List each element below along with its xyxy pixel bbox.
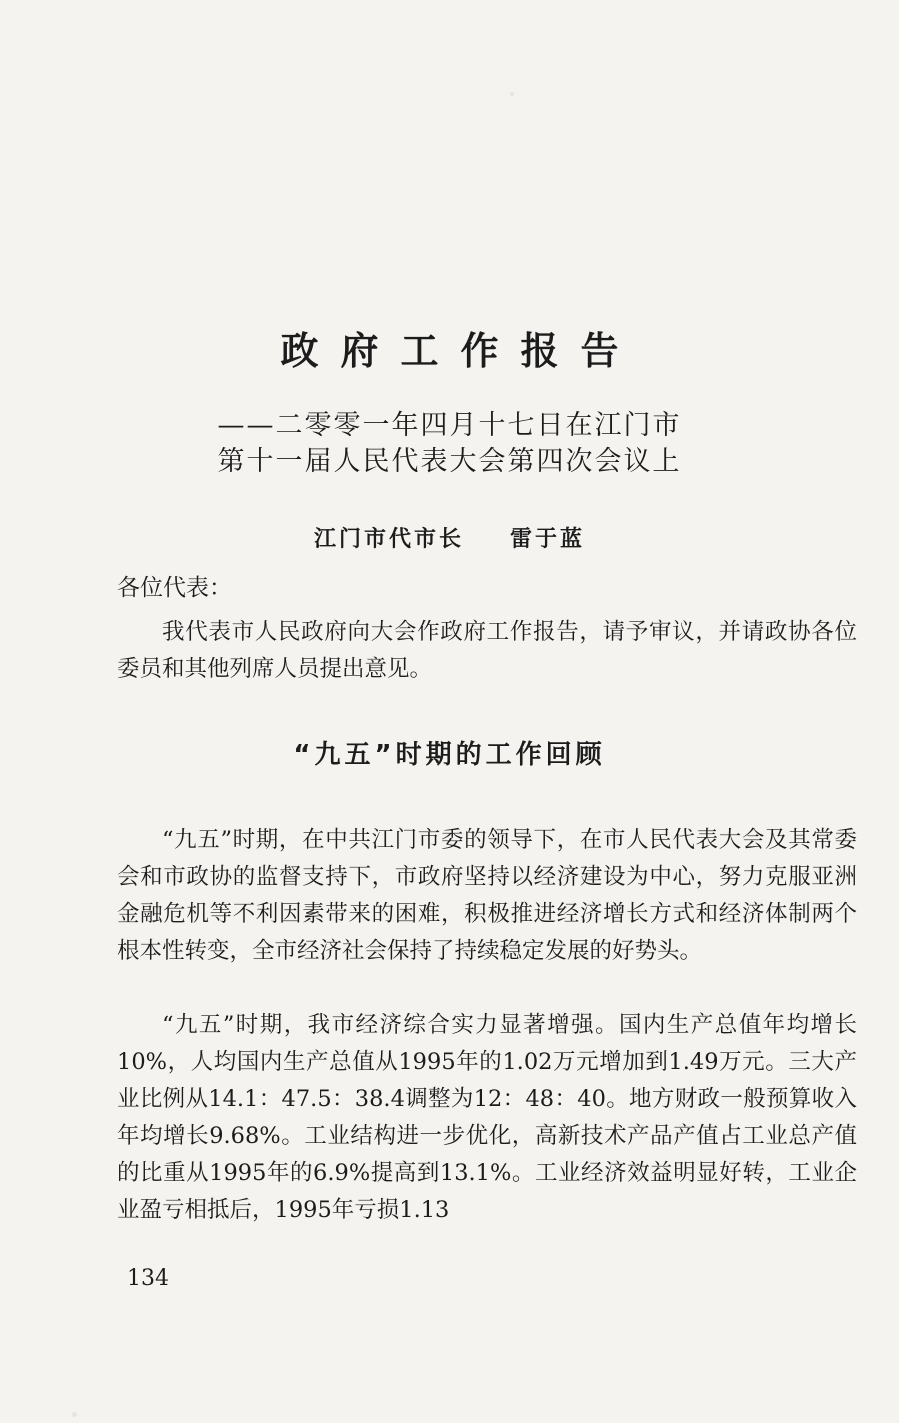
body-paragraph: “九五”时期，我市经济综合实力显著增强。国内生产总值年均增长10%，人均国内生产总值从1995年的1.02万元增加到1.49万元。三大产业比例从14.1：47.5：38.4调整为12：48：40。地方财政一般预算收入年均增长9.68%。工业结构进一步优化，高新技术产品产值占工业总产值的比重从1995年的6.9%提高到13.1%。工业经济效益明显好转，工业企业盈亏相抵后，1995年亏损1.13: [117, 1012, 857, 1223]
author-name: 雷于蓝: [510, 526, 586, 552]
author-line: [0, 522, 899, 553]
salutation: 各位代表：: [117, 575, 232, 601]
scan-smudge: [72, 1412, 77, 1417]
author-role: 江门市代市长: [313, 526, 464, 552]
report-subtitle-line1: ——二零零一年四月十七日在江门市: [217, 410, 682, 441]
report-title: 政府工作报告: [280, 328, 641, 373]
report-subtitle-line2: 第十一届人民代表大会第四次会议上: [217, 446, 682, 477]
intro-paragraph: 我代表市人民政府向大会作政府工作报告，请予审议，并请政协各位委员和其他列席人员提出意见。: [117, 619, 857, 682]
section-heading: “九五”时期的工作回顾: [293, 740, 606, 770]
body-paragraph: “九五”时期，在中共江门市委的领导下，在市人民代表大会及其常委会和市政协的监督支持下，市政府坚持以经济建设为中心，努力克服亚洲金融危机等不利因素带来的困难，积极推进经济增长方式和经济体制两个根本性转变，全市经济社会保持了持续稳定发展的好势头。: [117, 827, 857, 964]
scan-smudge: [510, 92, 514, 96]
page-number: 134: [127, 1266, 169, 1291]
